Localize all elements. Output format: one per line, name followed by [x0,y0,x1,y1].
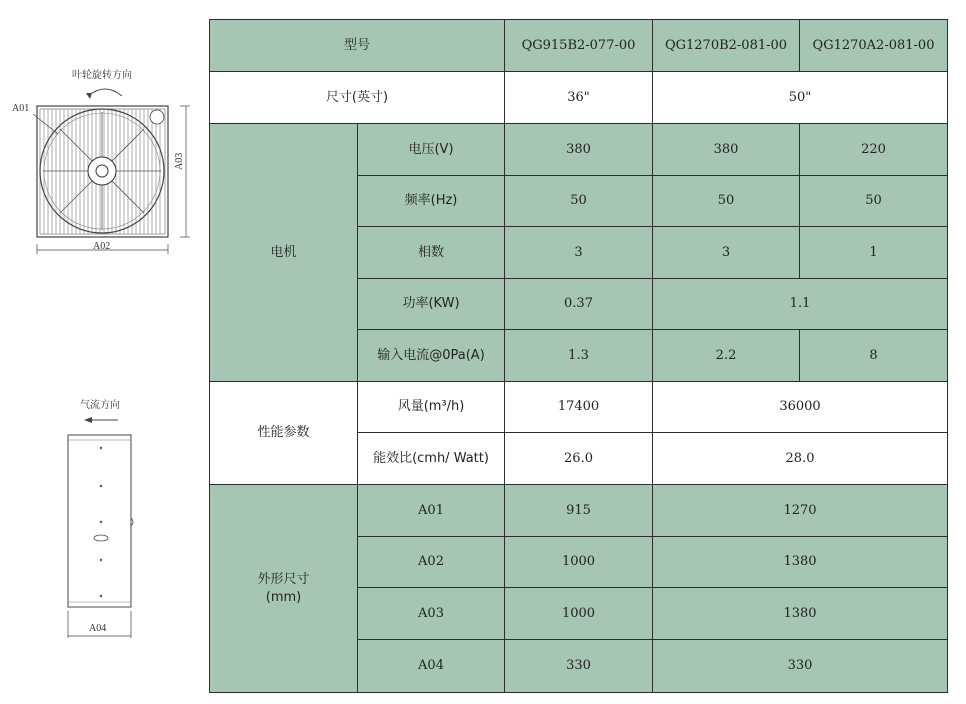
current-value-2: 2.2 [653,330,800,382]
frequency-value-1: 50 [505,176,653,227]
fan-side-view [0,400,205,660]
efficiency-value-2: 28.0 [653,433,948,485]
a02-value-2: 1380 [653,537,948,588]
power-label: 功率(KW) [358,279,505,330]
a04-value-2: 330 [653,640,948,693]
row-a01 [210,485,948,537]
a02-label: A02 [358,537,505,588]
front-view-caption: 叶轮旋转方向 [72,70,132,81]
model-1: QG915B2-077-00 [505,20,653,72]
a01-label: A01 [358,485,505,537]
size-value-1: 36" [505,72,653,124]
voltage-value-2: 380 [653,124,800,176]
airflow-value-1: 17400 [505,382,653,433]
a04-value-1: 330 [505,640,653,693]
a03-value-2: 1380 [653,588,948,640]
efficiency-label: 能效比(cmh/ Watt) [358,433,505,485]
size-label: 尺寸(英寸) [210,72,505,124]
current-value-3: 8 [800,330,948,382]
phase-value-2: 3 [653,227,800,279]
phase-value-3: 1 [800,227,948,279]
a01-value-2: 1270 [653,485,948,537]
spec-table [209,19,948,693]
dimensions-group-label [210,485,358,693]
voltage-label: 电压(V) [358,124,505,176]
dim-label-a04: A04 [89,623,107,634]
row-size [210,72,948,124]
model-2: QG1270B2-081-00 [653,20,800,72]
a01-value-1: 915 [505,485,653,537]
dimensions-group-unit: (mm) [265,589,302,605]
a02-value-1: 1000 [505,537,653,588]
dim-label-a03: A03 [174,152,185,170]
phase-value-1: 3 [505,227,653,279]
row-model [210,20,948,72]
motor-group-label: 电机 [210,124,358,382]
fan-front-view [0,0,205,265]
airflow-value-2: 36000 [653,382,948,433]
efficiency-value-1: 26.0 [505,433,653,485]
a04-label: A04 [358,640,505,693]
fan-diagram-panel [0,0,205,704]
row-airflow [210,382,948,433]
frequency-value-2: 50 [653,176,800,227]
row-voltage [210,124,948,176]
dim-label-a02: A02 [93,241,111,252]
power-value-1: 0.37 [505,279,653,330]
model-label: 型号 [210,20,505,72]
voltage-value-3: 220 [800,124,948,176]
frequency-label: 频率(Hz) [358,176,505,227]
side-view-caption: 气流方向 [80,400,120,411]
frequency-value-3: 50 [800,176,948,227]
current-value-1: 1.3 [505,330,653,382]
dimensions-group-title: 外形尺寸 [257,571,310,587]
a03-value-1: 1000 [505,588,653,640]
airflow-label: 风量(m³/h) [358,382,505,433]
power-value-2: 1.1 [653,279,948,330]
dim-label-a01: A01 [12,103,30,114]
performance-group-label: 性能参数 [210,382,358,485]
size-value-2: 50" [653,72,948,124]
model-3: QG1270A2-081-00 [800,20,948,72]
phase-label: 相数 [358,227,505,279]
a03-label: A03 [358,588,505,640]
current-label: 输入电流@0Pa(A) [358,330,505,382]
voltage-value-1: 380 [505,124,653,176]
